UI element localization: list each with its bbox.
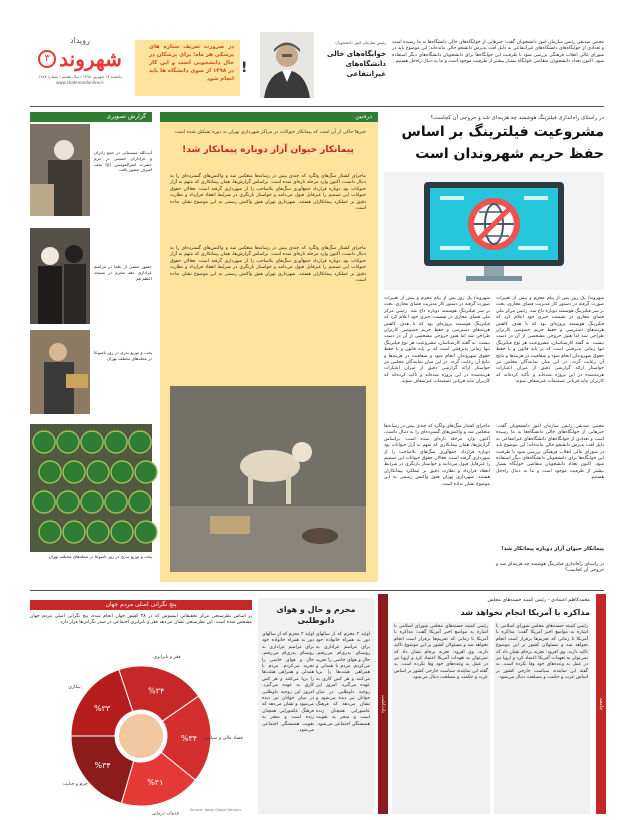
note-label: یادداشت bbox=[378, 594, 388, 814]
note-body-col-1: اولیه ۲ محرم که از سالهای دور به همراه خانواده خود برای مراسم عزاداری به روستای پدری‌ام می‌رفتم، حال و هوای خاصی را تجربه می‌کردم. مردم با همدلی و همراهی هیئت‌ها را برپا می‌کنند و هر کس کاری به عهده می‌گیرد. امروز این روحیه داوطلبی در میان جوانان نیز دیده می‌شود و نشان می‌دهد که فرهنگ عاشورایی همچنان زنده است و منجر به تقویت همبستگی اجتماعی می‌شود. bbox=[316, 632, 370, 727]
chart-source: Source: Ipsos Global Advisor bbox=[190, 808, 242, 812]
filter-illustration bbox=[384, 172, 604, 290]
pie-category-label: بیکاری bbox=[68, 685, 81, 691]
interview-title: خوابگاه‌های خالی دانشگاه‌های غیرانتفاعی bbox=[326, 50, 386, 78]
date-line: یکشنبه ۱۷ شهریور ۱۳۹۸ | سال هشتم | شماره ۱۷۸۸ bbox=[38, 74, 122, 79]
interview-head bbox=[318, 40, 386, 79]
pot-shape bbox=[129, 491, 151, 513]
main-body-col-2: شهروند/ یک روز پس از پیام محرم و پیش از تغییرات صورت گرفته در دستور کار مدیریت فضای مجازی، بحث بر سر فیلترینگ هوشمند دوباره داغ شد. رئیس مرکز ملی فضای مجازی در نشست خبری خود اعلام کرد که فیلترینگ هوشمند پروژه‌ای بود که با هدف کاهش هزینه‌های دسترسی و حفظ حریم خصوصی کاربران طراحی شد اما هنوز خروجی مشخصی از آن در دست نیست. به گفته کارشناسان، مشروعیت هر نوع فیلترینگ تنها زمانی پذیرفتنی است که بر پایه قانون و با حفظ حقوق شهروندان انجام شود و شفافیت در هزینه‌ها و نتایج آن رعایت گردد. در این میان نمایندگان مجلس نیز خواستار ارائه گزارشی دقیق از میزان اعتبارات هزینه‌شده در این پروژه شده‌اند و تأکید کرده‌اند که کاربران نباید قربانی تصمیمات غیرشفاف شوند. bbox=[384, 296, 490, 385]
pie-value-label: %۳۴ bbox=[148, 686, 165, 696]
side-body-cont: ماجرای کشتار سگ‌های ولگرد که چندی پیش در رسانه‌ها منعکس شد و واکنش‌های گسترده‌ای را به دنبال داشت، اکنون وارد مرحله تازه‌ای شده است. براساس گزارش‌ها، همان پیمانکاری که متهم به آزار حیوانات بود دوباره قرارداد جمع‌آوری سگ‌های بلاصاحب را از شهرداری گرفته است. فعالان حقوق حیوانات این تصمیم را غیرقابل قبول می‌دانند و خواستار بازنگری در شرایط انعقاد قرارداد و نظارت دقیق بر عملکرد پیمانکاران هستند. شهرداری تهران هنوز واکنش رسمی به این موضوع نشان نداده است. bbox=[170, 246, 366, 284]
page-number: ۳ bbox=[38, 50, 56, 68]
teaser-text: در ضرورت تعریف ستاره های پزشکی هر ماه؛ برای پزشکان در حال دانشجویی است و این کار در ۱۳۹۸ از سوی دانشگاه ها باید انجام شود bbox=[149, 44, 235, 82]
pot-shape bbox=[81, 431, 103, 453]
chart-title: پنج نگرانی اصلی مردم جهان bbox=[30, 600, 252, 610]
pot-shape bbox=[105, 431, 127, 453]
photo-1 bbox=[30, 124, 90, 216]
bottom-interview-col-1: رئیس کمیته حسنه‌های مجلس شورای اسلامی با اشاره به مواضع اخیر آمریکا گفت: مذاکره با آمریکا تا زمانی که تحریم‌ها برقرار است انجام نخواهد شد و مسئولان کشور بر این موضوع تاکید دارند. وی افزود: تجربه برجام نشان داد که نمی‌توان به تعهدات آمریکا اعتماد کرد و اروپا نیز در عمل به وعده‌های خود وفا نکرده است. به گفته این نماینده، سیاست خارجی کشور بر اساس عزت و حکمت و مصلحت دنبال می‌شود. bbox=[494, 622, 590, 814]
photo-3 bbox=[30, 330, 90, 414]
pot-shape bbox=[33, 491, 55, 513]
pot-shape bbox=[39, 461, 61, 483]
main-kicker: در راستای راه‌اندازی فیلترینگ هوشمند چه هزینه‌ای شد و خروجی آن کجاست؟ bbox=[430, 115, 604, 121]
pie-value-label: %۳۴ bbox=[180, 733, 198, 743]
main-body-col-1b: مجتبی صدیقی رئیس سازمان امور دانشجویان گفت: خبرهایی از خوابگاه‌های خالی دانشگاه‌ها به ما رسیده است و تعدادی از خوابگاه‌های دانشگاه‌های غیرانتفاعی به دلیل افت پذیرش دانشجو خالی مانده‌اند؛ این موضوع باید در شورای عالی انقلاب فرهنگی بررسی شود تا ظرفیت این خوابگاه‌ها برای دانشجویان دانشگاه‌های دیگر استفاده شود. اکنون تعداد دانشجویان متقاضی خوابگاه بسیار بیشتر از ظرفیت موجود است و ما به دنبال راه‌حل هستیم. bbox=[496, 424, 604, 481]
pie-value-label: %۳۴ bbox=[94, 760, 111, 770]
pie-category-label: فقر و نابرابری bbox=[153, 655, 181, 661]
photo-caption-2: حضور جمعی از علما در مراسم عزاداری دهه محرم در مسجد اعظم قم bbox=[94, 264, 152, 281]
photo-report-header: گزارش تصویری bbox=[30, 112, 152, 122]
main-body-tail: در راستای راه‌اندازی فیلترینگ هوشمند چه هزینه‌ای شد و خروجی آن کجاست؟ bbox=[496, 562, 604, 574]
worried-face-icon bbox=[119, 714, 163, 758]
note-title: محرم و حال و هوای دانوطلبی bbox=[276, 605, 356, 625]
pot-shape bbox=[105, 491, 127, 513]
main-title-1: مشروعیت فیلترینگ بر اساس bbox=[401, 124, 604, 140]
pot-shape bbox=[111, 461, 133, 483]
interviewee-photo bbox=[260, 32, 314, 98]
interview-caption: رئیس سازمان امور دانشجویان bbox=[335, 40, 386, 45]
masthead bbox=[30, 36, 130, 102]
pot-shape bbox=[81, 491, 103, 513]
photo-caption-3: پخت و توزیع نذری در روز تاسوعا در محله‌های مختلف تهران bbox=[94, 350, 152, 361]
photo-pots bbox=[30, 424, 152, 552]
top-teaser bbox=[135, 40, 240, 96]
side-title: پیمانکار حیوان آزار دوباره پیمانکار شد! bbox=[182, 145, 354, 155]
side-body: ماجرای کشتار سگ‌های ولگرد که چندی پیش در رسانه‌ها منعکس شد و واکنش‌های گسترده‌ای را به دنبال داشت، اکنون وارد مرحله تازه‌ای شده است. براساس گزارش‌ها، همان پیمانکاری که متهم به آزار حیوانات بود دوباره قرارداد جمع‌آوری سگ‌های بلاصاحب را از شهرداری گرفته است. فعالان حقوق حیوانات این تصمیم را غیرقابل قبول می‌دانند و خواستار بازنگری در شرایط انعقاد قرارداد و نظارت دقیق بر عملکرد پیمانکاران هستند. شهرداری تهران هنوز واکنش رسمی به این موضوع نشان نداده است. bbox=[170, 174, 366, 212]
header-rule bbox=[30, 106, 604, 107]
main-subhead: پیمانکار حیوان آزار دوباره پیمانکار شد! bbox=[501, 546, 604, 552]
teaser-exclaim-icon: ! bbox=[241, 60, 248, 76]
side-kicker: خبرها حاکی از آن است که پیمانکار حیوانات در مراکز شهرداری تهران به دوره تشکیل شده است bbox=[175, 130, 366, 135]
bottom-interview-title: مذاکره با آمریکا انجام نخواهد شد bbox=[460, 608, 590, 617]
photo-pots-caption: پخت و توزیع نذری در روز تاسوعا در محله‌های مختلف تهران bbox=[48, 554, 152, 559]
pie-category-label: فساد مالی و سیاسی bbox=[203, 736, 243, 742]
main-body-col-2b: ماجرای کشتار سگ‌های ولگرد که چندی پیش در رسانه‌ها منعکس شد و واکنش‌های گسترده‌ای را به دنبال داشت، اکنون وارد مرحله تازه‌ای شده است. براساس گزارش‌ها، همان پیمانکاری که متهم به آزار حیوانات بود دوباره قرارداد جمع‌آوری سگ‌های بلاصاحب را از شهرداری گرفته است. فعالان حقوق حیوانات این تصمیم را غیرقابل قبول می‌دانند و خواستار بازنگری در شرایط انعقاد قرارداد و نظارت دقیق بر عملکرد پیمانکاران هستند. شهرداری تهران هنوز واکنش رسمی به این موضوع نشان نداده است. bbox=[384, 424, 490, 487]
pot-shape bbox=[39, 521, 61, 543]
main-title-2: حفظ حریم شهروندان است bbox=[415, 146, 604, 162]
pot-shape bbox=[129, 431, 151, 453]
interview-body: مجتبی صدیقی رئیس سازمان امور دانشجویان گفت: خبرهایی از خوابگاه‌های خالی دانشگاه‌ها به ما رسیده است و تعدادی از خوابگاه‌های دانشگاه‌های غیرانتفاعی به دلیل افت پذیرش دانشجو خالی مانده‌اند؛ این موضوع باید در شورای عالی انقلاب فرهنگی بررسی شود تا ظرفیت این خوابگاه‌ها برای دانشجویان دانشگاه‌های دیگر استفاده شود. اکنون تعداد دانشجویان متقاضی خوابگاه بسیار بیشتر از ظرفیت موجود است و ما به دنبال راه‌حل هستیم. bbox=[392, 40, 604, 65]
chart-intro: بر اساس نظرسنجی مرکز تحقیقاتی ایپسوس که در ۲۸ کشور جهان انجام شده، پنج نگرانی اصلی مردم جهان مشخص شده است. این نظرسنجی نشان می‌دهد فقر و نابرابری اجتماعی در صدر نگرانی‌ها قرار دارد. bbox=[30, 614, 252, 626]
bottom-interview-col-2: رئیس کمیته حسنه‌های مجلس شورای اسلامی با اشاره به مواضع اخیر آمریکا گفت: مذاکره با آمریکا تا زمانی که تحریم‌ها برقرار است انجام نخواهد شد و مسئولان کشور بر این موضوع تاکید دارند. وی افزود: تجربه برجام نشان داد که نمی‌توان به تعهدات آمریکا اعتماد کرد و اروپا نیز در عمل به وعده‌های خود وفا نکرده است. به گفته این نماینده، سیاست خارجی کشور بر اساس عزت و حکمت و مصلحت دنبال می‌شود. bbox=[392, 622, 490, 814]
pot-shape bbox=[63, 461, 85, 483]
main-body-col-1: شهروند/ یک روز پس از پیام محرم و پیش از تغییرات صورت گرفته در دستور کار مدیریت فضای مجازی، بحث بر سر فیلترینگ هوشمند دوباره داغ شد. رئیس مرکز ملی فضای مجازی در نشست خبری خود اعلام کرد که فیلترینگ هوشمند پروژه‌ای بود که با هدف کاهش هزینه‌های دسترسی و حفظ حریم خصوصی کاربران طراحی شد اما هنوز خروجی مشخصی از آن در دست نیست. به گفته کارشناسان، مشروعیت هر نوع فیلترینگ تنها زمانی پذیرفتنی است که بر پایه قانون و با حفظ حقوق شهروندان انجام شود و شفافیت در هزینه‌ها و نتایج آن رعایت گردد. در این میان نمایندگان مجلس نیز خواستار ارائه گزارشی دقیق از میزان اعتبارات هزینه‌شده در این پروژه شده‌اند و تأکید کرده‌اند که کاربران نباید قربانی تصمیمات غیرشفاف شوند. bbox=[496, 296, 604, 385]
pot-shape bbox=[33, 431, 55, 453]
pot-shape bbox=[87, 461, 109, 483]
pot-shape bbox=[57, 431, 79, 453]
website[interactable]: www.shahrvandonline.ir bbox=[55, 80, 105, 85]
pot-shape bbox=[57, 491, 79, 513]
bottom-rule bbox=[30, 590, 604, 591]
logo-main: شهروند bbox=[59, 47, 122, 71]
pot-shape bbox=[87, 521, 109, 543]
pot-shape bbox=[135, 461, 157, 483]
pie-value-label: %۳۱ bbox=[147, 777, 164, 787]
pot-shape bbox=[111, 521, 133, 543]
pie-category-label: خدمات درمانی bbox=[151, 811, 180, 817]
note-body-col-2: اولیه ۲ محرم که از سالهای دور به همراه خانواده خود برای مراسم عزاداری به روستای پدری‌ام می‌رفتم، حال و هوای خاصی را تجربه می‌کردم. مردم با همدلی و همراهی هیئت‌ها را برپا می‌کنند و هر کس کاری به عهده می‌گیرد. امروز این روحیه داوطلبی در میان جوانان نیز دیده می‌شود و نشان می‌دهد که فرهنگ عاشورایی همچنان زنده است و منجر به تقویت همبستگی اجتماعی می‌شود. bbox=[262, 632, 314, 734]
pie-value-label: %۳۳ bbox=[93, 703, 111, 713]
stray-dog-photo bbox=[170, 386, 366, 572]
pot-shape bbox=[135, 521, 157, 543]
logo-top: رویداد bbox=[70, 36, 90, 45]
society-label: جامعه bbox=[596, 594, 606, 814]
side-column-header: ذره‌بین bbox=[160, 112, 378, 122]
pot-shape bbox=[63, 521, 85, 543]
bottom-interview-kicker: محمدکاظم اعتمادی - رئیس کمیته حسنه‌های مجلس bbox=[487, 598, 590, 603]
photo-caption-1: آیت‌الله سیستانی در جمع زائران و عزاداران حسینی در حرم حضرت امیرالمومنین (ع) نجف اشرف حضور یافت bbox=[94, 150, 152, 173]
photo-2 bbox=[30, 228, 90, 324]
pie-category-label: جرم و جنایت bbox=[63, 782, 88, 788]
